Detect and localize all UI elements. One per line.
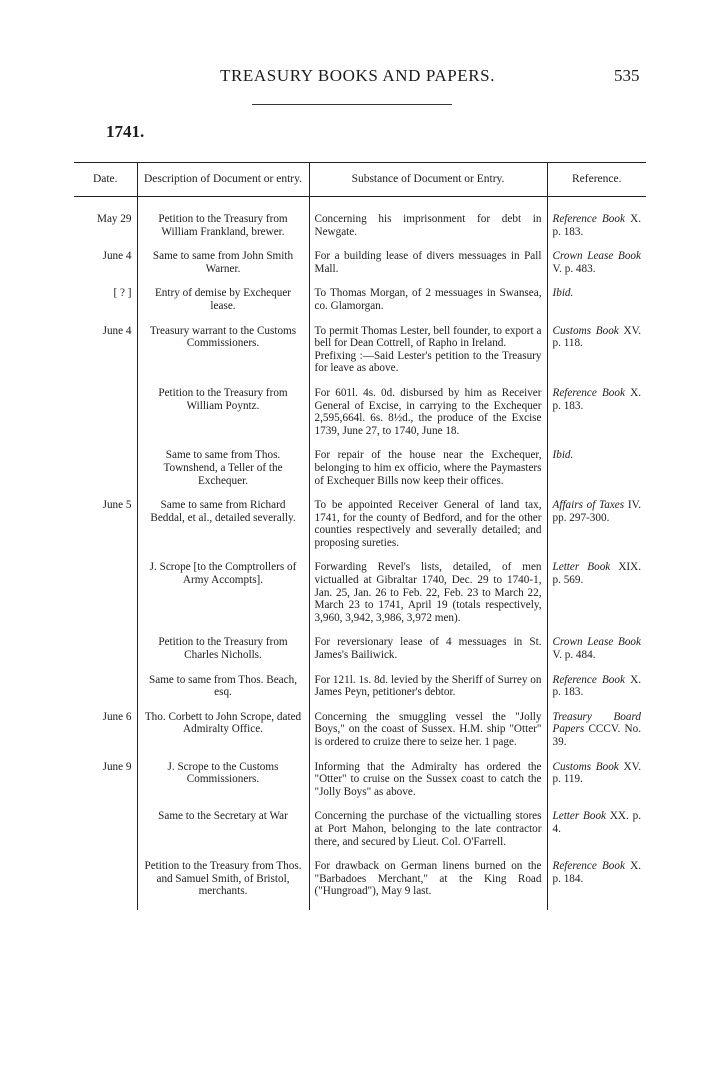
reference-page: X. p. 184. bbox=[552, 860, 641, 885]
entry-substance bbox=[309, 810, 547, 860]
entry-date bbox=[74, 387, 137, 449]
reference-page: CCCV. No. 39. bbox=[552, 723, 641, 748]
entry-date bbox=[74, 674, 137, 711]
entry-date bbox=[74, 860, 137, 910]
table-row bbox=[74, 250, 646, 287]
entry-reference bbox=[547, 197, 646, 251]
entry-reference bbox=[547, 860, 646, 910]
substance-note: Prefixing :—Said Lester's petition to the Treasury for leave as above. bbox=[314, 349, 542, 375]
entry-reference bbox=[547, 561, 646, 636]
table-row bbox=[74, 387, 646, 449]
substance-text: For reversionary lease of 4 messuages in St. James's Bailiwick. bbox=[314, 636, 542, 662]
substance-text: For 121l. 1s. 8d. levied by the Sheriff of Surrey on James Peyn, petitioner's debtor. bbox=[314, 673, 542, 699]
reference-book: Reference Book bbox=[552, 213, 625, 225]
table-row bbox=[74, 499, 646, 561]
reference-book: Customs Book bbox=[552, 324, 619, 337]
entry-reference bbox=[547, 250, 646, 287]
reference-book: Crown Lease Book bbox=[552, 250, 641, 263]
entry-substance bbox=[309, 860, 547, 910]
reference-page: XX. p. 4. bbox=[552, 810, 641, 835]
reference-book: Letter Book bbox=[552, 810, 607, 823]
reference-page: X. p. 183. bbox=[552, 386, 641, 412]
reference-page: X. p. 183. bbox=[552, 673, 641, 699]
substance-text: To permit Thomas Lester, bell founder, to export a bell for Dean Cottrell, of Rapho in Ireland. bbox=[314, 324, 542, 350]
entry-date bbox=[74, 636, 137, 673]
table-row bbox=[74, 810, 646, 860]
substance-text: Concerning his imprisonment for debt in Newgate. bbox=[314, 213, 542, 238]
reference-page: XV. p. 119. bbox=[552, 760, 642, 786]
table-row bbox=[74, 636, 646, 673]
entry-reference bbox=[547, 499, 646, 561]
reference-page: IV. pp. 297-300. bbox=[552, 499, 642, 524]
entry-date: June 4 bbox=[74, 250, 137, 287]
substance-text: For a building lease of divers messuages in Pall Mall. bbox=[314, 250, 542, 275]
entry-substance bbox=[309, 711, 547, 761]
entry-reference bbox=[547, 387, 646, 449]
entry-substance bbox=[309, 499, 547, 561]
table-row bbox=[74, 761, 646, 811]
entry-date: June 4 bbox=[74, 325, 137, 387]
entry-description: Same to same from Thos. Townshend, a Teller of the Exchequer. bbox=[137, 449, 309, 499]
substance-text: For repair of the house near the Exchequer, belonging to him ex officio, where the Paymasters of Exchequer Bills now keep their offices. bbox=[314, 449, 542, 487]
entry-reference bbox=[547, 325, 646, 387]
reference-book: Letter Book bbox=[552, 561, 611, 574]
entry-substance bbox=[309, 387, 547, 449]
entry-date: [ ? ] bbox=[74, 287, 137, 324]
table-row bbox=[74, 674, 646, 711]
entry-substance bbox=[309, 561, 547, 636]
reference-page: XIX. p. 569. bbox=[552, 561, 641, 587]
entry-date bbox=[74, 810, 137, 860]
table-row bbox=[74, 287, 646, 324]
entry-substance bbox=[309, 636, 547, 673]
entry-reference bbox=[547, 674, 646, 711]
entry-substance bbox=[309, 197, 547, 251]
reference-book: Reference Book bbox=[552, 860, 625, 873]
reference-book: Ibid. bbox=[552, 449, 574, 462]
entry-description: J. Scrope [to the Comptrollers of Army Accompts]. bbox=[137, 561, 309, 636]
column-header-substance: Substance of Document or Entry. bbox=[309, 163, 547, 197]
year-heading: 1741. bbox=[106, 122, 145, 141]
entry-description: Petition to the Treasury from William Frankland, brewer. bbox=[137, 197, 309, 251]
substance-text: To be appointed Receiver General of land tax, 1741, for the county of Bedford, and for the other counties respectively and severally detailed; and proposing sureties. bbox=[314, 499, 542, 549]
substance-text: For drawback on German linens burned on the "Barbadoes Merchant," at the King Road ("Hungroad"), May 9 last. bbox=[314, 860, 542, 898]
table-row bbox=[74, 197, 646, 251]
entry-reference bbox=[547, 810, 646, 860]
reference-book: Reference Book bbox=[552, 386, 625, 399]
table-row bbox=[74, 449, 646, 499]
entry-description: Tho. Corbett to John Scrope, dated Admiralty Office. bbox=[137, 711, 309, 761]
reference-book: Treasury Board Papers bbox=[552, 710, 641, 736]
entry-description: Petition to the Treasury from William Poyntz. bbox=[137, 387, 309, 449]
substance-text: Concerning the smuggling vessel the "Jolly Boys," on the coast of Sussex. H.M. ship "Otter" is ordered to cruize there to seize her. 1 page. bbox=[314, 710, 542, 748]
table-row bbox=[74, 561, 646, 636]
entry-description: J. Scrope to the Customs Commissioners. bbox=[137, 761, 309, 811]
entry-description: Entry of demise by Exchequer lease. bbox=[137, 287, 309, 324]
table-row bbox=[74, 325, 646, 387]
page-number: 535 bbox=[614, 66, 640, 85]
running-head bbox=[0, 66, 721, 88]
substance-text: Informing that the Admiralty has ordered the "Otter" to cruise on the Sussex coast to catch the "Jolly Boys" as above. bbox=[314, 760, 542, 798]
entry-reference bbox=[547, 711, 646, 761]
entry-substance bbox=[309, 287, 547, 324]
entry-description: Same to same from Thos. Beach, esq. bbox=[137, 674, 309, 711]
reference-page: V. p. 484. bbox=[552, 649, 596, 662]
entry-reference bbox=[547, 761, 646, 811]
entry-date: June 9 bbox=[74, 761, 137, 811]
column-header-reference: Reference. bbox=[547, 163, 646, 197]
reference-book: Reference Book bbox=[552, 673, 625, 686]
entry-date: June 6 bbox=[74, 711, 137, 761]
entry-description: Petition to the Treasury from Thos. and Samuel Smith, of Bristol, merchants. bbox=[137, 860, 309, 910]
running-title: TREASURY BOOKS AND PAPERS. bbox=[220, 66, 496, 85]
calendar-table bbox=[74, 162, 646, 910]
entry-substance bbox=[309, 325, 547, 387]
entry-description: Petition to the Treasury from Charles Nicholls. bbox=[137, 636, 309, 673]
reference-book: Crown Lease Book bbox=[552, 636, 641, 649]
table-row bbox=[74, 860, 646, 910]
entry-reference bbox=[547, 636, 646, 673]
entry-description: Same to same from John Smith Warner. bbox=[137, 250, 309, 287]
substance-text: For 601l. 4s. 0d. disbursed by him as Receiver General of Excise, in carrying to the Exchequer 2,595,664l. 6s. 8½d., the produce of the Excise 1739, June 27, to 1740, June 18. bbox=[314, 386, 542, 437]
entry-substance bbox=[309, 761, 547, 811]
entry-description: Same to same from Richard Beddal, et al., detailed severally. bbox=[137, 499, 309, 561]
header-rule bbox=[252, 104, 452, 105]
column-header-date: Date. bbox=[74, 163, 137, 197]
substance-text: To Thomas Morgan, of 2 messuages in Swansea, co. Glamorgan. bbox=[314, 287, 542, 312]
substance-text: Concerning the purchase of the victualling stores at Port Mahon, belonging to the late contractor there, and secured by Lieut. Col. O'Farrell. bbox=[314, 810, 542, 848]
reference-page: XV. p. 118. bbox=[552, 324, 642, 350]
entry-reference bbox=[547, 287, 646, 324]
entry-description: Treasury warrant to the Customs Commissioners. bbox=[137, 325, 309, 387]
entry-substance bbox=[309, 449, 547, 499]
reference-book: Affairs of Taxes bbox=[552, 499, 625, 512]
entry-substance bbox=[309, 250, 547, 287]
entry-description: Same to the Secretary at War bbox=[137, 810, 309, 860]
table-row bbox=[74, 711, 646, 761]
entry-date bbox=[74, 449, 137, 499]
entry-date bbox=[74, 561, 137, 636]
table-header-row bbox=[74, 163, 646, 197]
reference-book: Ibid. bbox=[552, 287, 574, 300]
reference-book: Customs Book bbox=[552, 760, 619, 773]
substance-text: Forwarding Revel's lists, detailed, of men victualled at Gibraltar 1740, Dec. 29 to 1740-1, Jan. 25, Jan. 26 to Feb. 22, Feb. 23 to March 22, March 23 to 1741, April 19 (totals respectively, 3,960, 3,942, 3,986, 3,972 men). bbox=[314, 561, 542, 624]
reference-page: X. p. 183. bbox=[552, 213, 641, 238]
entry-date: May 29 bbox=[74, 197, 137, 251]
entry-date: June 5 bbox=[74, 499, 137, 561]
entry-reference bbox=[547, 449, 646, 499]
reference-page: V. p. 483. bbox=[552, 262, 596, 275]
column-header-description: Description of Document or entry. bbox=[137, 163, 309, 197]
entry-substance bbox=[309, 674, 547, 711]
